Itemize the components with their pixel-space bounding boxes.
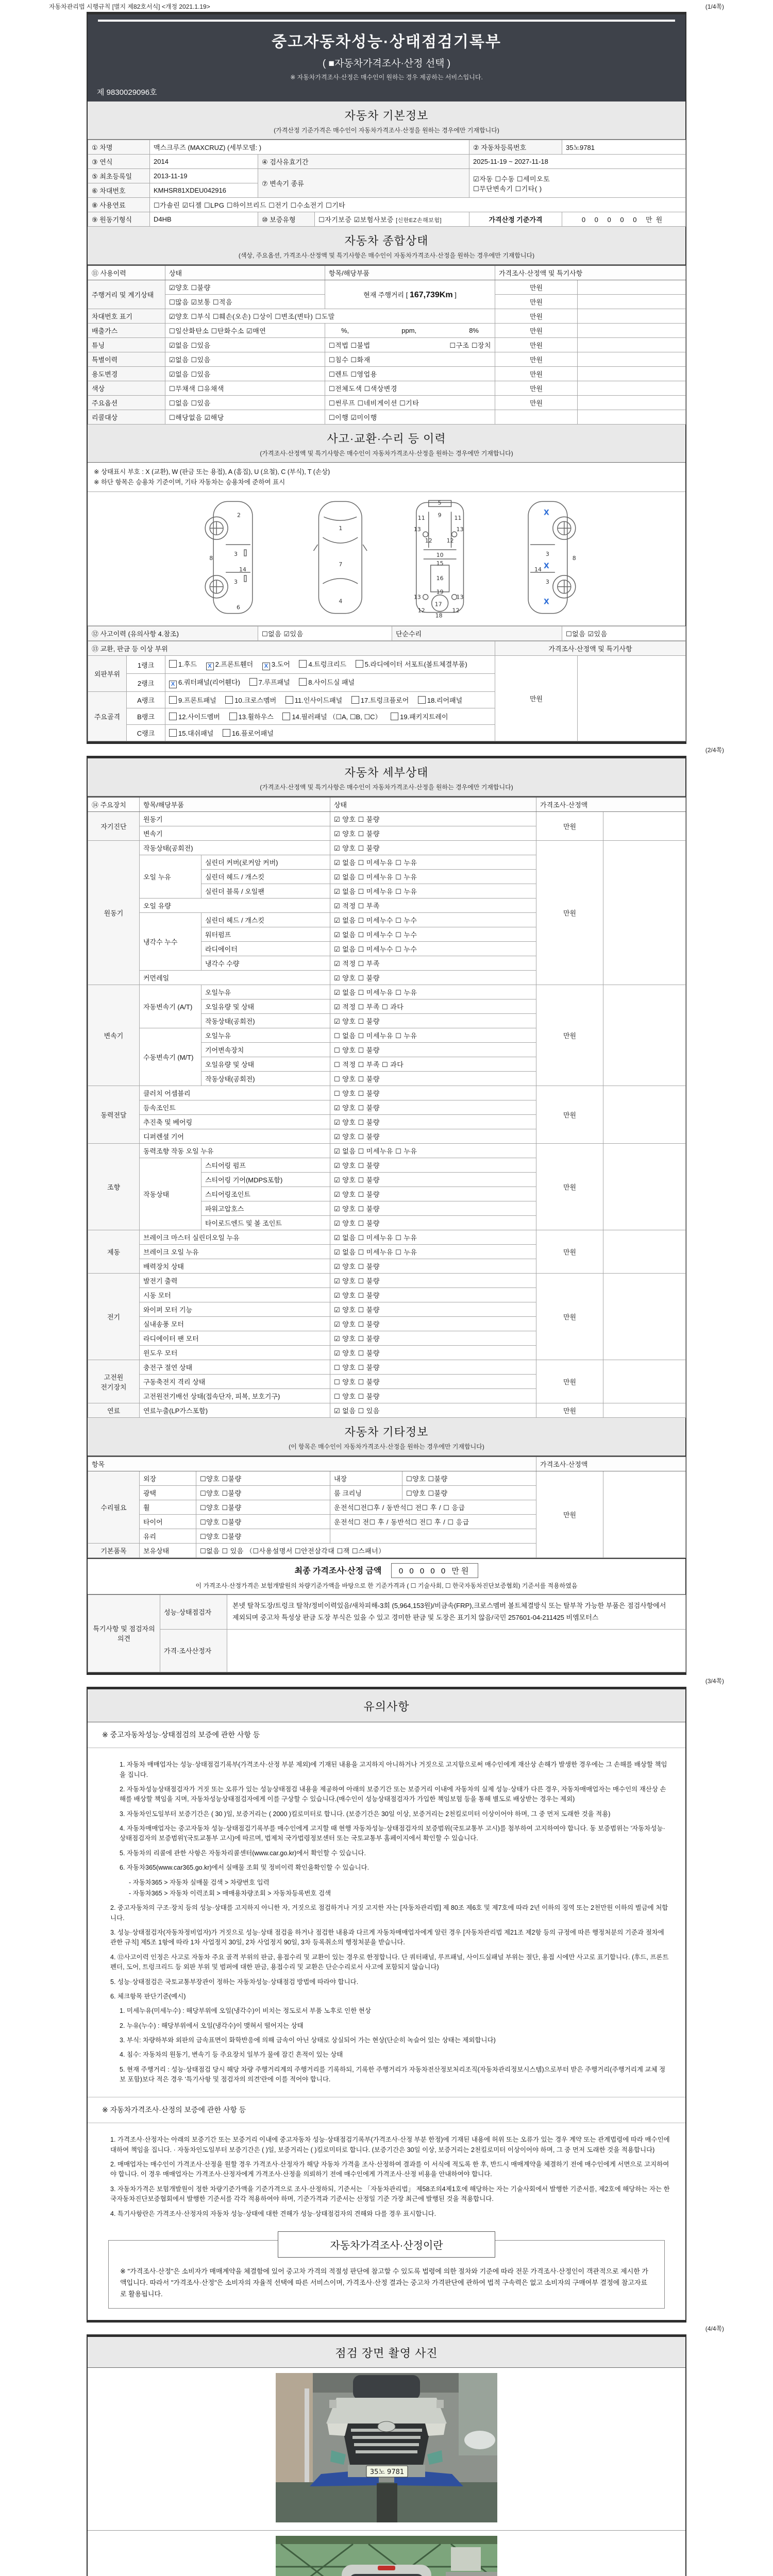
inspection-period-value: 2025-11-19 ~ 2027-11-18 (469, 155, 686, 169)
status-cell: ☐많음 ☑보통 ☐적음 (165, 295, 325, 309)
page3-block (87, 1687, 686, 2323)
rank-label: A랭크 (127, 692, 165, 708)
model-year-value: 2014 (150, 155, 258, 169)
subgroup-label: 냉각수 누수 (140, 913, 201, 971)
svg-text:18: 18 (435, 612, 443, 619)
field-label: ⑨ 원동기형식 (88, 212, 150, 227)
panel-checkbox (169, 713, 177, 720)
panel-checkbox (299, 678, 307, 686)
svg-text:13: 13 (456, 526, 464, 533)
overall-state-header: 자동차 종합상태 (색상, 주요옵션, 가격조사·산정액 및 특기사항은 매수인이 자동차가격조사·산정을 원하는 경우에만 기재합니다) (88, 227, 685, 265)
status-cell: ☐없음 ☐있음 (165, 396, 325, 410)
status-cell: ☑없음 ☐있음 (165, 338, 325, 352)
status-cell: ☐해당없음 ☑해당 (165, 410, 325, 425)
row-label: 튜닝 (88, 338, 165, 352)
base-price-value: 0 0 0 0 0 만원 (562, 212, 686, 227)
odometer-cell: 현재 주행거리 [ 167,739Km ] (325, 280, 495, 309)
notice-item: 5. 성능·상태점검은 국토교통부장관이 정하는 자동차성능·상태점검 방법에 따라야 합니다. (110, 1978, 359, 1986)
warranty-type-value: ☐자기보증 ☑보험사보증 [신한EZ손해보험] (315, 212, 469, 227)
price-cell: 만원 (536, 812, 603, 841)
panel-header: ⑬ 교환, 판금 등 이상 부위 (88, 641, 495, 656)
svg-text:13: 13 (456, 594, 464, 601)
price-cell: 만원 (495, 295, 578, 309)
svg-text:17: 17 (434, 601, 442, 608)
photos-header: 점검 장면 촬영 사진 (88, 2337, 685, 2368)
notice-item: - 자동차365 > 자동차 실매물 검색 > 차량번호 입력 (129, 1878, 270, 1886)
emission-values: %, ppm, 8% (325, 324, 495, 338)
accident-history-table (88, 626, 686, 641)
field-label: ⑩ 보증유형 (258, 212, 315, 227)
svg-text:11: 11 (417, 515, 425, 522)
notice-item: 5. 현재 주행거리 : 성능·상태점검 당시 해당 차량 주행거리계의 주행거리를 기록하되, 기록한 주행거리가 자동차전산정보처리조직(자동차관리정보시스템)으로부터 받은 주행거리(주행거리계 교체 정보 포함)보다 적은 경우 '특기사항 및 점검자의 의견'란에 이를 적어야 합니다. (120, 2065, 666, 2083)
accident-history-header: 사고·교환·수리 등 이력 (가격조사·산정액 및 특기사항은 매수인이 자동차가격조사·산정을 원하는 경우에만 기재합니다) (88, 425, 685, 463)
rank1-items: 1.후드 X 2.프론트휀더 X 3.도어 4.트렁크리드 5.라디에이터 서포트(볼트체결부품) (165, 656, 495, 674)
state-code-note2: ※ 하단 항목은 승용차 기준이며, 기타 자동차는 승용차에 준하여 표시 (94, 479, 285, 486)
price-cell: 만원 (536, 1403, 603, 1418)
svg-text:8: 8 (209, 554, 213, 562)
detail-state-table: ⑭ 주요장치 항목/해당부품 상태 가격조사·산정액 자기진단 원동기 ☑ 양호 ☐ 불량 만원 변속기 ☑ 양호 ☐ 불량 원동기 작동상태(공회전) ☑ 양호 ☐ 불량 만원 오일 누유 실린더 커버(로커암 커버) ☑ 없음 ☐ 미세누유 ☐ 누유 실린더 헤드 / 개스킷 ☑ 없음 ☐ 미세누유 ☐ 누유 실린더 블록 / 오일팬 ☑ 없음 ☐ 미세누유 ☐ 누유 오일 유량 ☑ 적정 ☐ 부족 냉각수 누수 실린더 헤드 / 개스킷 ☑ 없음 ☐ 미세누수 ☐ 누수 워터펌프 ☑ 없음 ☐ 미세누수 ☐ 누수 라디에이터 ☑ 없음 ☐ 미세누수 ☐ 누수 냉각수 수량 ☑ 적정 ☐ 부족 커먼레일 ☑ 양호 ☐ 불량 변속기 자동변속기 (A/T) 오일누유 ☑ 없음 ☐ 미세누유 ☐ 누유 만원 오일유량 및 상태 ☑ 적정 ☐ 부족 ☐ 과다 작동상태(공회전) ☑ 양호 ☐ 불량 수동변속기 (M/T) 오일누유 ☐ 없음 ☐ 미세누유 ☐ 누유 기어변속장치 ☐ 양호 ☐ 불량 오일유량 및 상태 ☐ 적정 ☐ 부족 ☐ 과다 작동상태(공회전) ☐ 양호 ☐ 불량 동력전달 클러치 어셈블리 ☐ 양호 ☐ 불량 만원 등속조인트 ☑ 양호 ☐ 불량 추진축 및 베어링 ☑ 양호 ☐ 불량 디퍼렌셜 기어 ☑ 양호 ☐ 불량 조향 동력조향 작동 오일 누유 ☑ 없음 ☐ 미세누유 ☐ 누유 만원 작동상태 스티어링 펌프 ☑ 양호 ☐ 불량 스티어링 기어(MDPS포함) ☑ 양호 ☐ 불량 스티어링조인트 ☑ 양호 ☐ 불량 파워고압호스 ☑ 양호 ☐ 불량 타이로드엔드 및 볼 조인트 ☑ 양호 ☐ 불량 제동 브레이크 마스터 실린더오일 누유 ☑ 없음 ☐ 미세누유 ☐ 누유 만원 브레이크 오일 누유 ☑ 없음 ☐ 미세누유 ☐ 누유 배력장치 상태 ☑ 양호 ☐ 불량 전기 발전기 출력 ☑ 양호 ☐ 불량 만원 시동 모터 ☑ 양호 ☐ 불량 와이퍼 모터 기능 ☑ 양호 ☐ 불량 실내송풍 모터 ☑ 양호 ☐ 불량 라디에이터 팬 모터 ☑ 양호 ☐ 불량 윈도우 모터 ☑ 양호 ☐ 불량 고전원 전기장치 충전구 절연 상태 ☐ 양호 ☐ 불량 만원 구동축전지 격리 상태 ☐ 양호 ☐ 불량 고전원전기배선 상태(접속단자, 피복, 보호기구) ☐ 양호 ☐ 불량 연료 연료누출(LP가스포함) ☑ 없음 ☐ 있음 만원 (88, 796, 686, 1418)
x-mark-door: X (543, 562, 549, 570)
status-cell: ☑양호 ☐부식 ☐훼손(오손) ☐상이 ☐변조(변타) ☐도말 (165, 309, 495, 324)
remarks-table (88, 1595, 686, 1672)
document-number: 제 9830029096호 (97, 88, 157, 97)
notice-item: 2. 누유(누수) : 해당부위에서 오일(냉각수)이 맺혀서 떨어지는 상태 (120, 2022, 304, 2029)
notice-section1-title: ※ 중고자동차성능·상태점검의 보증에 관한 사항 등 (88, 1722, 685, 1749)
field-label: ④ 검사유효기간 (258, 155, 469, 169)
final-price-row (88, 1558, 685, 1580)
svg-text:19: 19 (436, 588, 444, 596)
price-cell: 만원 (495, 352, 578, 367)
row-label: 차대번호 표기 (88, 309, 165, 324)
svg-text:12: 12 (417, 607, 425, 614)
price-cell: 만원 (536, 1086, 603, 1144)
notice-item: 3. 성능·상태점검자(자동차정비업자)가 거짓으로 성능·상태 점검을 하거나 점검한 내용과 다르게 자동차매매업자에게 알린 경우 [자동차관리법 제21조 제2항 등의 규정에 따른 행정처분의 기준과 절차에 관한 규칙] 제5조 1항에 따라 1차 사업정지 30일, 2차 사업정지 90일, 3차 등록취소의 행정처분을 받습니다. (110, 1929, 664, 1946)
subgroup-label: 수동변속기 (M/T) (140, 1028, 201, 1086)
notice-item: 1. 가격조사·산정자는 아래의 보증기간 또는 보증거리 이내에 중고자동차 성능·상태점검기록부(가격조사·산정 부분 한정)에 기재된 내용에 허위 또는 오류가 있는 경우 계약 또는 관계법령에 따라 매수인에 대하여 책임을 집니다. · 자동차인도일부터 보증기간은 ( )일, 보증거리는 ( )킬로미터로 합니다. (보증기간은 30일 이상, 보증거리는 2천킬로미터 이상이어야 하며, 그 중 먼저 도래한 것을 적용합니다) (110, 2136, 670, 2154)
form-meta (49, 2, 724, 11)
row-label: 주요옵션 (88, 396, 165, 410)
column-header: 항목/해당부품 (140, 797, 330, 812)
column-header: 상태 (330, 797, 536, 812)
subgroup-label: 오일 누유 (140, 855, 201, 899)
column-header: 가격조사·산정액 (536, 1456, 686, 1471)
notice-item: 2. 매매업자는 매수인이 가격조사·산정을 원할 경우 가격조사·산정자가 해당 자동차 가격을 조사·산정하여 결과를 이 서식에 적도록 한 후, 반드시 매매계약을 체결하기 전에 매수인에게 서면으로 고지하여야 합니다. 이 경우 매매업자는 가격조사·산정자에게 가격조사·산정을 의뢰하기 전에 매수인에게 가격조사·산정 비용을 안내하여야 합니다. (110, 2161, 669, 2178)
page-number-2: (2/4쪽) (705, 747, 724, 754)
etc-info-table: 항목 가격조사·산정액 수리필요 외장 ☐양호 ☐불량 내장 ☐양호 ☐불량 만원 광택 ☐양호 ☐불량 룸 크리닝 ☐양호 ☐불량 휠 ☐양호 ☐불량 운전석☐전☐후 / 동반석☐ 전☐ 후 / ☐ 응급 타이어 ☐양호 ☐불량 운전석☐ 전☐ 후 / 동반석☐ 전☐ 후 / ☐ 응급 유리 ☐양호 ☐불량 기본품목 보유상태 ☐없음 ☐ 있음 （☐사용설명서 ☐안전삼각대 ☐잭 ☐스패너） (88, 1456, 686, 1558)
panel-checkbox (169, 660, 177, 668)
notice-item: 1. 미세누유(미세누수) : 해당부위에 오일(냉각수)이 비치는 정도로서 부품 노후로 인한 현상 (120, 2007, 371, 2015)
svg-text:14: 14 (239, 566, 246, 573)
notice-item: - 자동차365 > 자동차 이력조회 > 매매용차량조회 > 자동차등록번호 검색 (129, 1889, 331, 1897)
price-cell: 만원 (495, 367, 578, 381)
engine-type-value: D4HB (150, 212, 258, 227)
notice-item: 5. 자동차의 리콜에 관한 사항은 자동차리콜센터(www.car.go.kr)에서 확인할 수 있습니다. (120, 1849, 366, 1857)
status-cell: ☑양호 ☐불량 (165, 280, 325, 295)
inspection-photo-front (88, 2368, 685, 2531)
rank-label: B랭크 (127, 708, 165, 725)
device-label: 변속기 (88, 985, 140, 1086)
device-label: 제동 (88, 1230, 140, 1274)
column-header: 가격조사·산정액 및 특기사항 (495, 265, 686, 280)
notice-item: 6. 체크항목 판단기준(예시) (110, 1992, 186, 2000)
rank-label: C랭크 (127, 725, 165, 741)
panel-price-header: 가격조사·산정액 및 특기사항 (495, 641, 686, 656)
rankA-items: 9.프론트패널 10.크로스멤버 11.인사이드패널 17.트렁크플로어 18.리어패널 (165, 692, 495, 708)
detail-cell: ☐렌트 ☐영업용 (325, 367, 495, 381)
tuning-detail: ☐적법 ☐불법 ☐구조 ☐장치 (325, 338, 495, 352)
notice-item: 6. 자동차365(www.car365.go.kr)에서 실매물 조회 및 정비이력 확인을확인할 수 있습니다. (120, 1864, 369, 1872)
price-cell: 만원 (536, 1471, 603, 1558)
basic-info-header: 자동차 기본정보 (가격산정 기준가격은 매수인이 자동차가격조사·산정을 원하는 경우에만 기재합니다) (88, 101, 685, 140)
simple-repair-label: 단순수리 (392, 626, 562, 641)
field-label: ⑦ 변속기 종류 (258, 169, 469, 198)
panel-checkbox (285, 696, 293, 704)
detail-cell: ☐침수 ☐화재 (325, 352, 495, 367)
device-label: 동력전달 (88, 1086, 140, 1144)
column-header: 항목/해당부품 (325, 265, 495, 280)
detail-state-header: 자동차 세부상태 (가격조사·산정액 및 특기사항은 매수인이 자동차가격조사·산정을 원하는 경우에만 기재합니다) (88, 758, 685, 796)
notice-section1-body (88, 1748, 685, 2097)
svg-text:12: 12 (446, 537, 454, 545)
appraiser-label: 가격·조사산정자 (160, 1629, 227, 1672)
svg-text:12: 12 (452, 607, 460, 614)
price-cell: 만원 (495, 381, 578, 396)
panel-checkbox: X (169, 681, 177, 688)
price-cell: 만원 (495, 309, 578, 324)
notice-item: 3. 부식: 차량하부와 외판의 금속표면이 화학반응에 의해 금속이 아닌 상태로 상실되어 가는 현상(단순히 녹슬어 있는 상태는 제외합니다) (120, 2037, 496, 2044)
svg-text:2: 2 (237, 512, 241, 519)
notice-item: 4. 특기사항란은 가격조사·산정자의 자동차 성능·상태에 대한 견해가 성능·상태점검자의 견해와 다를 경우 표시합니다. (110, 2210, 436, 2217)
notice-item: 1. 자동차 매매업자는 성능·상태점검기록부(가격조사·산정 부분 제외)에 기재된 내용을 고지하지 아니하거나 거짓으로 고지함으로써 매수인에게 재산상 손해가 발생한 경우에는 그 손해를 배상할 책임을 집니다. (120, 1761, 667, 1778)
status-cell: ☑없음 ☐있음 (165, 367, 325, 381)
state-code-note1: ※ 상태표시 부호 : X (교환), W (판금 또는 용접), A (흠집), U (요철), C (부식), T (손상) (94, 468, 330, 476)
notice-item: 2. 자동차성능상태점검자가 거짓 또는 오류가 있는 성능상태점검 내용을 제공하여 아래의 보증기간 또는 보증거리 이내에 자동차의 실제 성능·상태가 다른 경우, 자동차매매업자는 매수인의 재산상 손해를 배상할 책임을 지며, 자동차성능상태점검자에게 이를 구상할 수 있습니다.(매수인이 성능상태점검자가 가입한 책임보험 등을 통해 별도로 배상받는 경우는 제외) (120, 1785, 666, 1803)
header-divider (98, 20, 675, 22)
inspector-label: 성능·상태점검자 (160, 1595, 227, 1630)
rankC-items: 15.대쉬패널 16.플로어패널 (165, 725, 495, 741)
notice-item: 4. ⑫사고이력 인정은 사고로 자동차 주요 골격 부위의 판금, 용접수리 및 교환이 있는 경우로 한정합니다. 단 쿼터패널, 루프패널, 사이드실패널 부위는 절단, 용접 시에만 사고로 표기합니다. (후드, 프론트펜더, 도어, 트렁크리드 등 외판 부위 및 범퍼에 대한 판금, 용접수리 및 교환은 단순수리로서 사고에 포함되지 않습니다) (110, 1953, 669, 1971)
subgroup-label: 자동변속기 (A/T) (140, 985, 201, 1028)
state-code-notes (88, 463, 685, 492)
svg-text:12: 12 (425, 537, 432, 545)
status-cell: ☐무채색 ☐유채색 (165, 381, 325, 396)
fuel-type-value: ☐가솔린 ☑디젤 ☐LPG ☐하이브리드 ☐전기 ☐수소전기 ☐기타 (150, 198, 686, 212)
price-cell: 만원 (495, 396, 578, 410)
form-note: ※ 자동차가격조사·산정은 매수인이 원하는 경우 제공하는 서비스입니다. (290, 74, 483, 81)
etc-info-header: 자동차 기타정보 (이 항목은 매수인이 자동차가격조사·산정을 원하는 경우에만 기재합니다) (88, 1418, 685, 1456)
panel-checkbox (169, 729, 177, 737)
x-mark-quarter: X (543, 598, 549, 606)
panel-checkbox (249, 678, 257, 686)
group-label: 외판부위 (88, 656, 127, 692)
field-label: ⑥ 차대번호 (88, 183, 150, 198)
price-cell: 만원 (495, 324, 578, 338)
final-price-value: 0 0 0 0 0 만원 (391, 1563, 479, 1578)
odometer-value: 167,739Km (409, 290, 453, 299)
panel-checkbox (229, 713, 237, 720)
page-number-3: (3/4쪽) (705, 1677, 724, 1685)
svg-text:14: 14 (534, 566, 542, 573)
base-price-label: 가격산정 기준가격 (469, 212, 562, 227)
row-label: 배출가스 (88, 324, 165, 338)
status-cell: ☐일산화탄소 ☐탄화수소 ☑매연 (165, 324, 325, 338)
panel-checkbox (282, 713, 290, 720)
page4-block (87, 2334, 686, 2576)
svg-text:16: 16 (436, 574, 444, 582)
svg-text:9: 9 (438, 512, 442, 519)
form-title: 중고자동차성능·상태점검기록부 (272, 33, 501, 50)
detail-cell: ☐전체도색 ☐색상변경 (325, 381, 495, 396)
panel-checkbox (351, 696, 359, 704)
price-cell: 만원 (536, 1230, 603, 1274)
inspection-photo-rear (88, 2531, 685, 2576)
notice-item: 3. 자동차가격은 보험개발원이 정한 차량기준가액을 기준가격으로 조사·산정하되, 기준서는 「자동차관리법」 제58조의4제1호에 해당하는 자는 기술사회에서 발행한 기준서를, 제2호에 해당하는 자는 한국자동차진단보증협회에서 발행한 기준서를 각각 적용하여야 하며, 기준가격과 기준서는 산정일 기준 가장 최근에 발행된 것을 적용합니다. (110, 2185, 670, 2203)
car-diagram (88, 492, 685, 626)
panel-exchange-table (88, 641, 686, 741)
pricing-info-title: 자동차가격조사·산정이란 (278, 2231, 495, 2258)
photo-rear-svg (276, 2536, 497, 2576)
final-price-note: 이 가격조사·산정가격은 보험개발원의 차량기준가액을 바탕으로 한 기준가격과 ( ☐ 기술사회, ☐ 한국자동차진단보증협회) 기준서를 적용하였음 (88, 1580, 685, 1595)
front-license-plate: 35노 9781 (369, 2468, 405, 2477)
price-cell: 만원 (495, 280, 578, 295)
panel-checkbox: X (206, 663, 214, 670)
device-label: 조향 (88, 1144, 140, 1230)
panel-checkbox: X (262, 663, 270, 670)
transmission-type-value: ☑자동 ☐수동 ☐세미오토 ☐무단변속기 ☐기타( ) (469, 169, 686, 198)
price-cell: 만원 (536, 985, 603, 1086)
page-number-1: (1/4쪽) (705, 3, 724, 10)
panel-checkbox (169, 696, 177, 704)
row-label: 특별이력 (88, 352, 165, 367)
title-header (88, 14, 685, 101)
column-header: ⑪ 사용이력 (88, 265, 165, 280)
page2-block (87, 756, 686, 1675)
detail-cell: ☐썬루프 ☐네비게이션 ☐기타 (325, 396, 495, 410)
page-number-4: (4/4쪽) (705, 2325, 724, 2333)
row-label: 용도변경 (88, 367, 165, 381)
accident-history-label: ⑫ 사고이력 (유의사항 4.참조) (88, 626, 258, 641)
rank-label: 1랭크 (127, 656, 165, 674)
basic-info-table (88, 140, 686, 227)
notice-section2-body (88, 2123, 685, 2231)
form-subtitle: ( ■자동차가격조사·산정 선택 ) (322, 58, 451, 69)
column-header: 상태 (165, 265, 325, 280)
photo-front-svg (276, 2373, 497, 2522)
device-label: 원동기 (88, 841, 140, 985)
svg-text:6: 6 (237, 604, 240, 611)
pricing-info-box (108, 2240, 665, 2309)
svg-text:4: 4 (339, 598, 343, 605)
car-diagram-svg (89, 495, 684, 620)
price-cell: 만원 (536, 841, 603, 985)
field-label: ⑤ 최초등록일 (88, 169, 150, 183)
panel-checkbox (391, 713, 398, 720)
price-cell: 만원 (536, 1274, 603, 1360)
first-reg-date-value: 2013-11-19 (150, 169, 258, 183)
pricing-info-body: ※ "가격조사·산정"은 소비자가 매매계약을 체결함에 있어 중고차 가격의 적절성 판단에 참고할 수 있도록 법령에 의한 절차와 기준에 따라 전문 가격조사·산정인이 객관적으로 제시한 가액입니다. 따라서 "가격조사·산정"은 소비자의 자율적 선택에 따른 서비스이며, 가격조사·산정 결과는 중고차 가격판단에 관하여 법적 구속력은 없고 소비자의 구매여부 결정에 참고자료로 활용됩니다. (120, 2267, 648, 2298)
price-cell: 만원 (536, 1360, 603, 1403)
form-rule: 자동차관리법 시행규칙 [별지 제82호서식] <개정 2021.1.19> (49, 3, 210, 10)
notice-header: 유의사항 (88, 1689, 685, 1722)
detail-cell: ☐이행 ☑미이행 (325, 410, 495, 425)
notice-item: 4. 침수: 자동차의 원동기, 변속기 등 주요장치 일부가 물에 잠긴 흔적이 있는 상태 (120, 2051, 343, 2059)
svg-text:3: 3 (234, 578, 238, 585)
column-header: 가격조사·산정액 (536, 797, 686, 812)
simple-repair-value: ☐없음 ☑있음 (562, 626, 686, 641)
insurer-name: [신한EZ손해보험] (396, 217, 442, 224)
price-cell: 만원 (536, 1144, 603, 1230)
svg-text:1: 1 (339, 525, 343, 532)
x-mark-front-fender: X (543, 509, 549, 517)
device-label: 전기 (88, 1274, 140, 1360)
svg-text:8: 8 (572, 554, 576, 562)
overall-state-table (88, 265, 686, 425)
group-label: 수리필요 (88, 1471, 140, 1544)
notice-section2-title: ※ 자동차가격조사·산정의 보증에 관한 사항 등 (88, 2097, 685, 2124)
panel-checkbox (418, 696, 426, 704)
price-cell: 만원 (495, 656, 578, 741)
svg-text:11: 11 (454, 515, 462, 522)
svg-text:3: 3 (545, 551, 549, 558)
panel-checkbox (299, 660, 307, 668)
row-label: 주행거리 및 계기상태 (88, 280, 165, 309)
svg-text:15: 15 (436, 560, 444, 567)
field-label: ③ 연식 (88, 155, 150, 169)
rankB-items: 12.사이드멤버 13.휠하우스 14.필러패널 （☐A, ☐B, ☐C） 19.패키지트레이 (165, 708, 495, 725)
accident-history-value: ☐없음 ☑있음 (258, 626, 392, 641)
device-label: 자기진단 (88, 812, 140, 841)
car-name-value: 맥스크루즈 (MAXCRUZ) (세부모델: ) (150, 140, 469, 155)
subgroup-label: 작동상태 (140, 1158, 201, 1230)
field-label: ① 차명 (88, 140, 150, 155)
field-label: ② 자동차등록번호 (469, 140, 562, 155)
notice-item: 2. 중고자동차의 구조·장치 등의 성능·상태를 고지하지 아니한 자, 거짓으로 점검하거나 거짓 고지한 자는 [자동차관리법] 제 80조 제6호 및 제7호에 따라 2년 이하의 징역 또는 2천만원 이하의 벌금에 처합니다. (110, 1904, 668, 1922)
group-label: 주요골격 (88, 692, 127, 741)
device-label: 고전원 전기장치 (88, 1360, 140, 1403)
panel-checkbox (223, 729, 230, 737)
final-price-label: 최종 가격조사·산정 금액 (294, 1567, 382, 1575)
svg-text:5: 5 (438, 499, 442, 506)
rank-label: 2랭크 (127, 674, 165, 692)
notice-item: 3. 자동차인도일부터 보증기간은 ( 30 )일, 보증거리는 ( 2000 )킬로미터로 합니다. (보증기간은 30일 이상, 보증거리는 2천킬로미터 이상이어야 하며, 그 중 먼저 도래한 것을 적용) (120, 1810, 611, 1818)
price-cell: 만원 (495, 338, 578, 352)
column-header: 항목 (88, 1456, 536, 1471)
panel-checkbox (356, 660, 363, 668)
svg-text:10: 10 (436, 552, 444, 559)
row-label: 리콜대상 (88, 410, 165, 425)
document-page (0, 2, 773, 2576)
svg-text:7: 7 (339, 561, 343, 568)
status-cell: ☑없음 ☐있음 (165, 352, 325, 367)
notice-item: 4. 자동차매매업자는 중고자동차 성능·상태점검기록부를 매수인에게 고지할 때 현행 자동차성능·상태점검자의 보증범위(국토교통부 고시)를 첨부하여 고지하여야 합니다. 동 보증범위는 '자동차성능·상태점검자의 보증범위'(국토교통부 고시)에 따르며, 법제처 국가법령정보센터 또는 국토교통부 홈페이지에서 확인할 수 있습니다. (120, 1825, 665, 1842)
inspector-remarks: 본넷 탈착도장/트렁크 탈착/정비이력있음/새차피해-3회 (5,964,153원)/비금속(FRP),크로스멤버 볼트체결방식 또는 탈부착 가능한 부품은 점검사항에서 제외되며 중고차 특성상 판금 도장 부식은 있을 수 있고 경미한 판금 및 도장은 표기치 않음/국민 257601-04-211425 비엠모터스 (227, 1595, 686, 1630)
svg-text:13: 13 (413, 594, 421, 601)
rank2-items: X 6.쿼터패널(리어휀다) 7.루프패널 8.사이드실 패널 (165, 674, 495, 692)
device-label: 연료 (88, 1403, 140, 1418)
row-label: 색상 (88, 381, 165, 396)
svg-text:3: 3 (545, 578, 549, 585)
page1-block (87, 12, 686, 744)
plate-number-value: 35노9781 (562, 140, 686, 155)
appraiser-remarks (227, 1629, 686, 1672)
field-label: ⑧ 사용연료 (88, 198, 150, 212)
svg-text:13: 13 (413, 526, 421, 533)
vin-value: KMHSR81XDEU042916 (150, 183, 258, 198)
group-label: 기본품목 (88, 1544, 140, 1558)
remarks-label: 특기사항 및 점검자의 의견 (88, 1595, 160, 1672)
svg-text:3: 3 (234, 551, 238, 558)
column-header: ⑭ 주요장치 (88, 797, 140, 812)
panel-checkbox (225, 696, 233, 704)
